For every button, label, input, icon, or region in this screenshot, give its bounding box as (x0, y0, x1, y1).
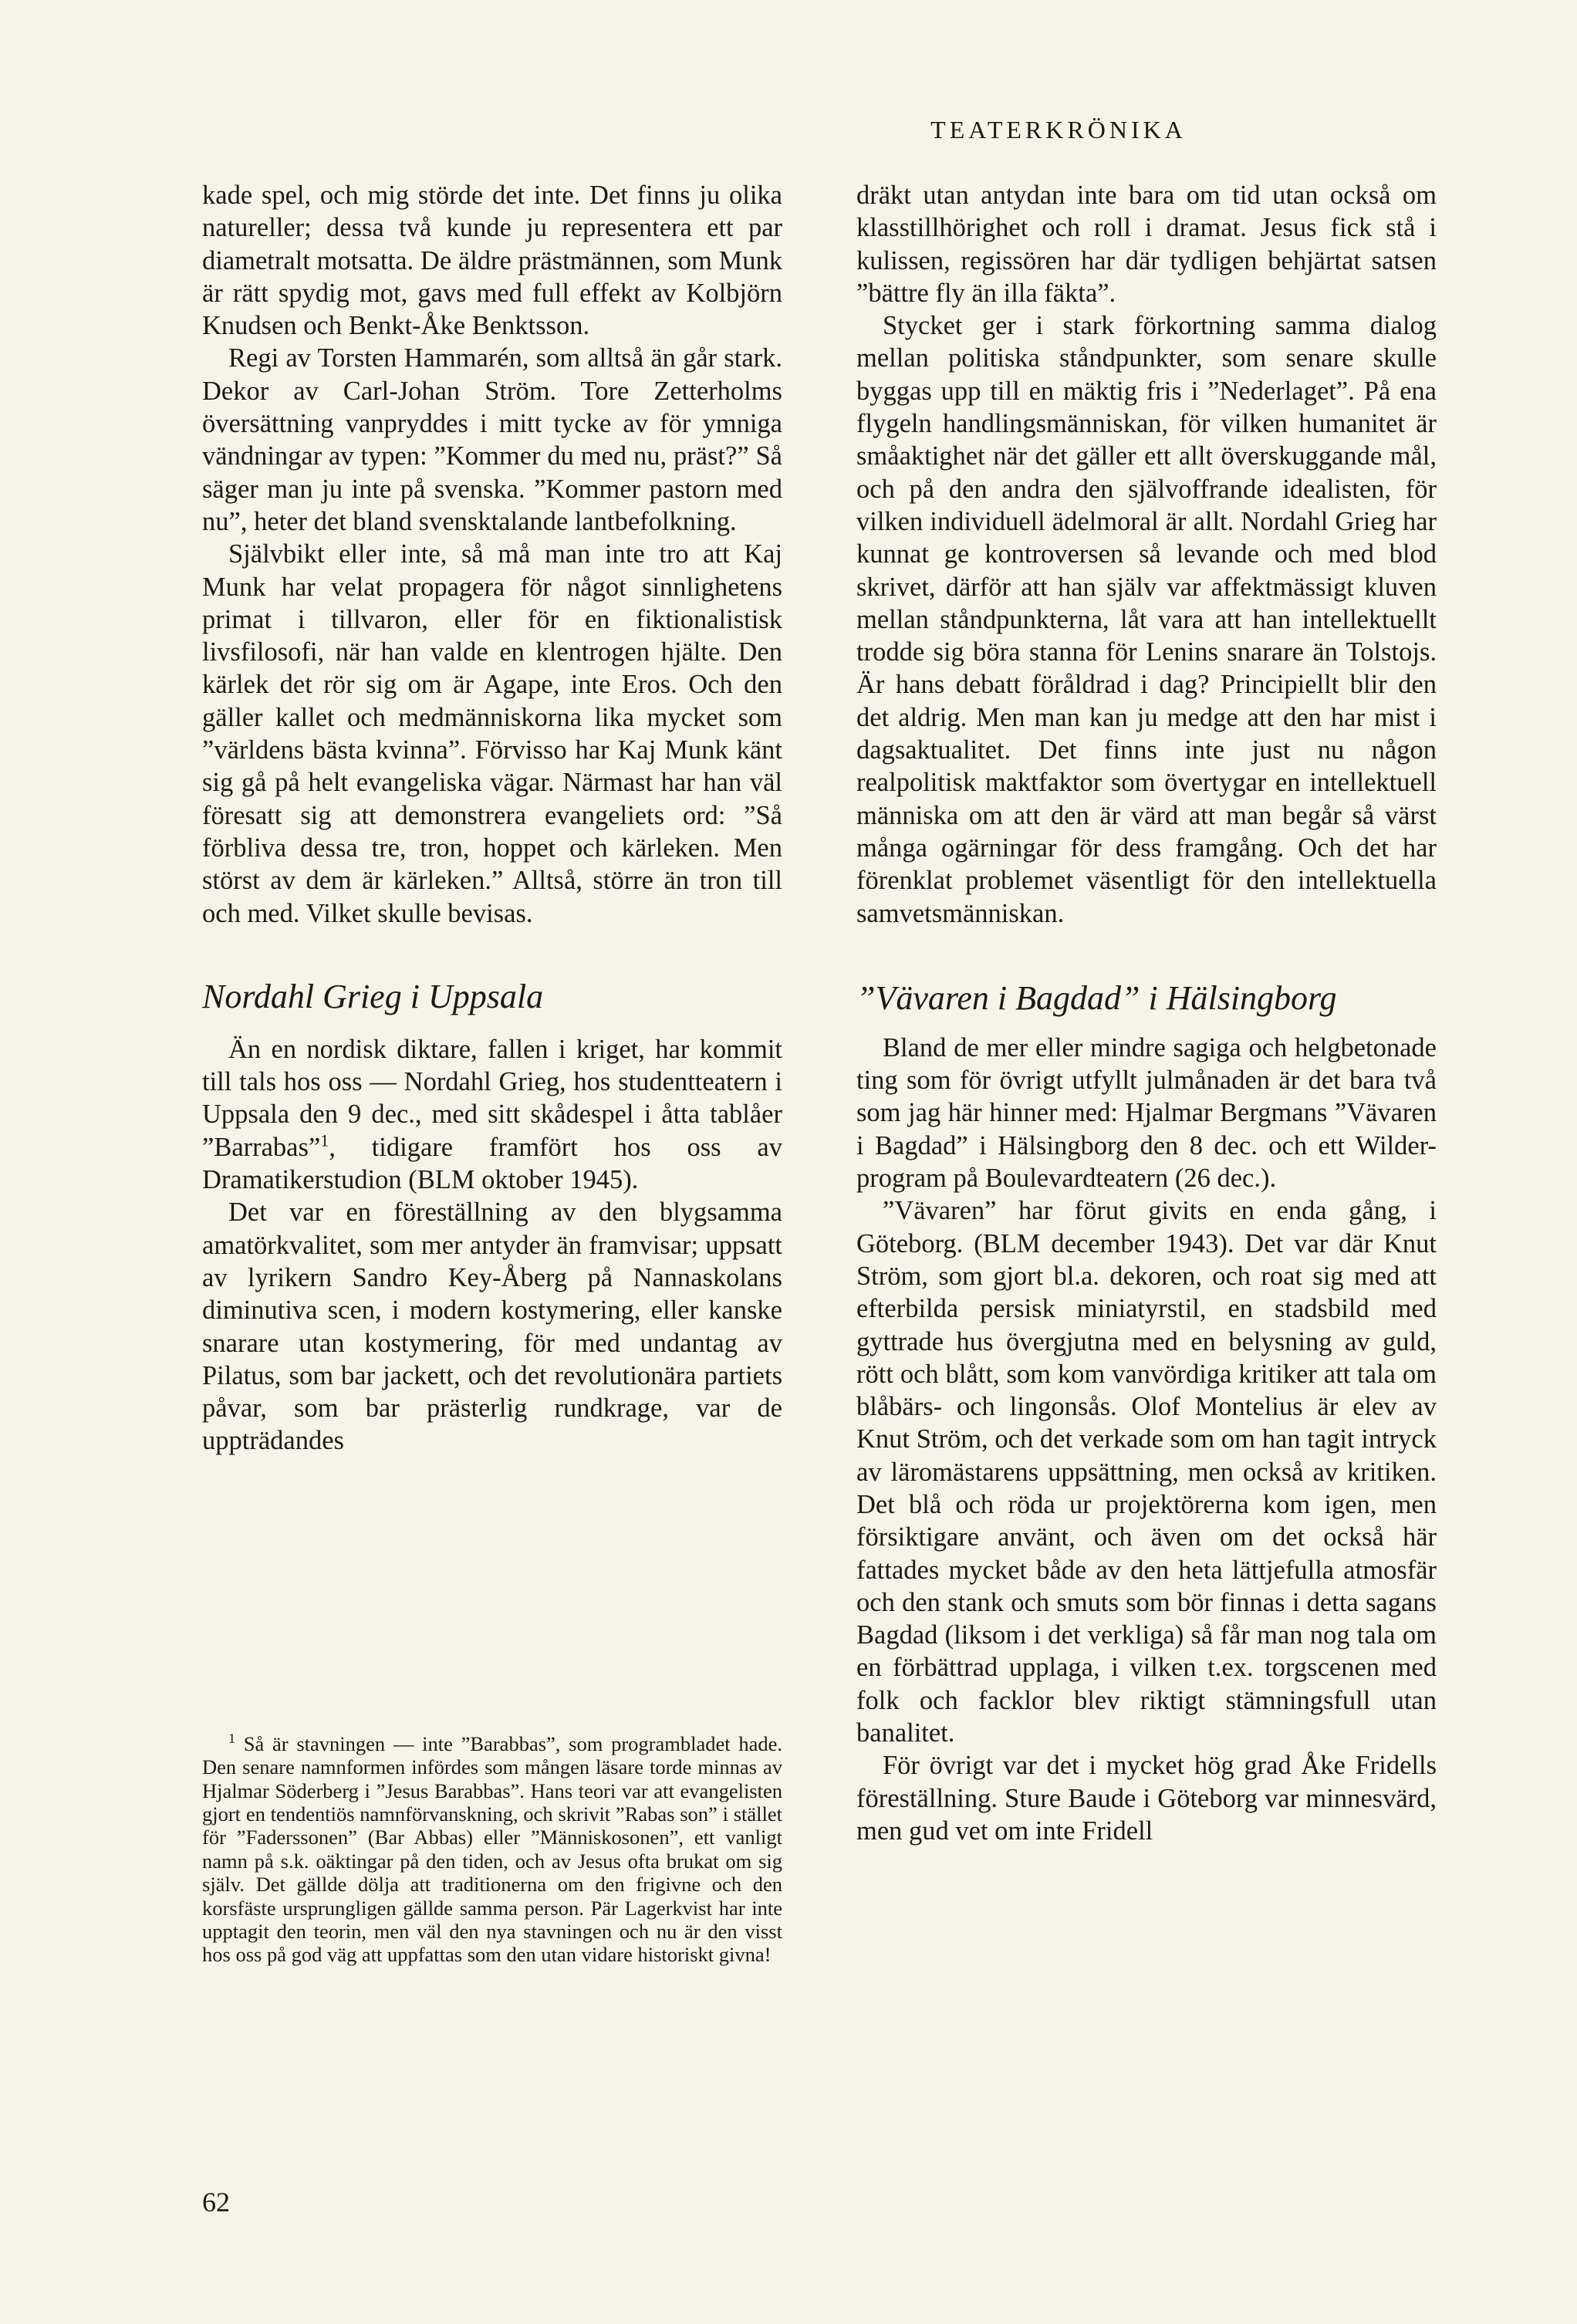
footnote-marker: 1 (320, 1130, 329, 1150)
running-head: TEATERKRÖNIKA (930, 116, 1187, 144)
right-section-paragraph-2: ”Vävaren” har förut givits en enda gång, i Göteborg. (BLM december 1943). Det var där Knut Ström, som gjort bl.a. dekoren, och roat sig med att efterbilda persisk miniatyrstil, en stadsbild med gyttrade hus övergjutna med en belysning av guld, rött och blått, som kom vanvördiga kritiker att tala om blåbärs- och lingonsås. Olof Montelius är elev av Knut Ström, och det verkade som om han tagit intryck av läromästarens uppsättning, men också av kritiken. Det blå och röda ur projektörerna kom igen, men försiktigare använt, och även om det också här fattades mycket både av den heta lättjefulla atmosfär och den stank och smuts som bör finnas i detta sagans Bagdad (liksom i det verkliga) så får man nog tala om en förbättrad upplaga, i vilken t.ex. torgscenen med folk och facklor blev riktigt stämningsfull utan banalitet. (856, 1196, 1437, 1748)
footnote (202, 1727, 782, 1967)
left-section-paragraph-1: Än en nordisk diktare, fallen i kriget, har kommit till tals hos oss — Nordahl Grieg, hos studentteatern i Uppsala den 9 dec., med sitt skådespel i åtta tablåer ”Barrabas”$^1$, tidigare framfört hos oss av Dramatikerstudion (BLM oktober 1945). (202, 1034, 782, 1195)
right-section-paragraph-3: För övrigt var det i mycket hög grad Åke Fridells föreställning. Sture Baude i Göteborg var minnesvärd, men gud vet om inte Fridell (856, 1751, 1437, 1846)
left-section-paragraph-2: Det var en föreställning av den blygsamma amatörkvalitet, som mer antyder än framvisar; uppsatt av lyrikern Sandro Key-Åberg på Nannaskolans diminutiva scen, i modern kostymering, eller kanske snarare utan kostymering, för med undantag av Pilatus, som bar jackett, och det revolutionära partiets påvar, som bar prästerlig rundkrage, var de uppträdandes (202, 1197, 782, 1456)
right-section-paragraph-1: Bland de mer eller mindre sagiga och helgbetonade ting som för övrigt utfyllt julmånaden är det bara två som jag här hinner med: Hjalmar Bergmans ”Vävaren i Bagdad” i Hälsingborg den 8 dec. och ett Wilder-program på Boulevardteatern (26 dec.). (856, 1032, 1437, 1194)
left-paragraph-2: Regi av Torsten Hammarén, som alltså än går stark. Dekor av Carl-Johan Ström. Tore Zetterholms översättning vanpryddes i mitt tycke av för ymniga vändningar av typen: ”Kommer du med nu, präst?” Så säger man ju inte på svenska. ”Kommer pastorn med nu”, heter det bland svensktalande lantbefolkning. (202, 343, 782, 536)
page-number: 62 (202, 2187, 230, 2218)
left-paragraph-3: Självbikt eller inte, så må man inte tro att Kaj Munk har velat propagera för något sinnlighetens primat i tillvaron, eller för en fiktionalistisk livsfilosofi, när han valde en klentrogen hjälte. Den kärlek det rör sig om är Agape, inte Eros. Och den gäller kallet och medmänniskorna lika mycket som ”världens bästa kvinna”. Förvisso har Kaj Munk känt sig gå på helt evangeliska vägar. Närmast har han väl föresatt sig att demonstrera evangeliets ord: ”Så förbliva dessa tre, tron, hoppet och kärleken. Men störst av dem är kärleken.” Alltså, större än tron till och med. Vilket skulle bevisas. (202, 539, 782, 928)
section-heading-grieg: Nordahl Grieg i Uppsala (202, 977, 544, 1015)
left-paragraph-1: kade spel, och mig störde det inte. Det finns ju olika natureller; dessa två kunde ju representera ett par diametralt motsatta. De äldre prästmännen, som Munk är rätt spydig mot, gavs med full effekt av Kolbjörn Knudsen och Benkt-Åke Benktsson. (202, 181, 782, 341)
left-column (202, 179, 782, 1458)
footnote-number: 1 (228, 1731, 235, 1746)
right-column (856, 179, 1437, 1847)
right-paragraph-2: Stycket ger i stark förkortning samma dialog mellan politiska ståndpunkter, som senare skulle byggas upp till en mäktig fris i ”Nederlaget”. På ena flygeln handlingsmänniskan, för vilken humanitet är småaktighet när det gäller ett allt överskuggande mål, och på den andra den självoffrande idealisten, för vilken individuell ädelmoral är allt. Nordahl Grieg har kunnat ge kontroversen så levande och med blod skrivet, därför att han själv var affektmässigt kluven mellan ståndpunkterna, låt vara att han intellektuellt trodde sig böra stanna för Lenins snarare än Tolstojs. Är hans debatt föråldrad i dag? Principiellt blir den det aldrig. Men man kan ju medge att den har mist i dagsaktualitet. Det finns inte just nu någon realpolitisk maktfaktor som övertygar en intellektuell människa om att den är värd att man begår så värst många ogärningar för dess framgång. Och det har förenklat problemet väsentligt för den intellektuella samvetsmänniskan. (856, 311, 1437, 928)
right-paragraph-1: dräkt utan antydan inte bara om tid utan också om klasstillhörighet och roll i dramat. Jesus fick stå i kulissen, regissören har där tydligen behjärtat satsen ”bättre fly än illa fäkta”. (856, 181, 1437, 308)
section-heading-vavaren: ”Vävaren i Bagdad” i Hälsingborg (856, 978, 1337, 1017)
footnote-text: Så är stavningen — inte ”Barabbas”, som programbladet hade. Den senare namnformen infördes som mången läsare torde minnas av Hjalmar Söderberg i ”Jesus Barabbas”. Hans teori var att evangelisten gjort en tendentiös namnförvanskning, och skrivit ”Rabas son” i stället för ”Faderssonen” (Bar Abbas) eller ”Människosonen”, ett vanligt namn på s.k. oäktingar på den tiden, och av Jesus ofta brukat om sig själv. Det gällde dölja att traditionerna om den frigivne och den korsfäste ursprungligen gällde samma person. Pär Lagerkvist har inte upptagit den teorin, men väl den nya stavningen och nu är den visst hos oss på god väg att uppfattas som den utan vidare historiskt givna! (202, 1731, 783, 1967)
